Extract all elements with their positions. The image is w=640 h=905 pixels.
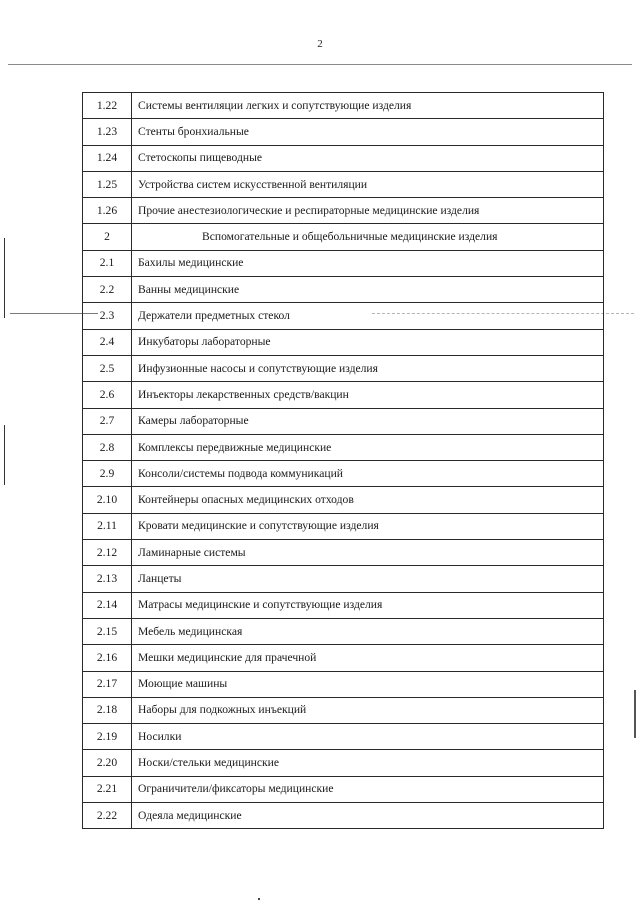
item-name: Ограничители/фиксаторы медицинские	[132, 776, 604, 802]
item-name: Держатели предметных стекол	[132, 303, 604, 329]
scan-margin-mark	[4, 238, 5, 318]
row-number: 2.6	[83, 382, 132, 408]
item-name: Камеры лабораторные	[132, 408, 604, 434]
table-row	[83, 513, 604, 539]
item-name: Стенты бронхиальные	[132, 119, 604, 145]
scan-dot	[258, 898, 260, 900]
row-number: 1.25	[83, 171, 132, 197]
table-row	[83, 434, 604, 460]
table-row	[83, 803, 604, 829]
row-number: 2.15	[83, 618, 132, 644]
page-number: 2	[317, 38, 323, 50]
item-name: Бахилы медицинские	[132, 250, 604, 276]
scan-margin-mark	[634, 690, 636, 738]
row-number: 1.26	[83, 198, 132, 224]
row-number: 2.18	[83, 697, 132, 723]
items-table	[82, 92, 604, 829]
row-number: 2.4	[83, 329, 132, 355]
table-row	[83, 382, 604, 408]
row-number: 2.13	[83, 566, 132, 592]
table-row	[83, 461, 604, 487]
row-number: 2.5	[83, 355, 132, 381]
table-row	[83, 671, 604, 697]
item-name: Устройства систем искусственной вентиляции	[132, 171, 604, 197]
item-name: Контейнеры опасных медицинских отходов	[132, 487, 604, 513]
row-number: 2.16	[83, 645, 132, 671]
row-number: 2.19	[83, 724, 132, 750]
row-number: 2.7	[83, 408, 132, 434]
table-row	[83, 93, 604, 119]
item-name: Носки/стельки медицинские	[132, 750, 604, 776]
table-row	[83, 724, 604, 750]
item-name: Стетоскопы пищеводные	[132, 145, 604, 171]
row-number: 2.9	[83, 461, 132, 487]
table-row	[83, 355, 604, 381]
item-name: Мешки медицинские для прачечной	[132, 645, 604, 671]
table-row	[83, 329, 604, 355]
item-name: Наборы для подкожных инъекций	[132, 697, 604, 723]
item-name: Мебель медицинская	[132, 618, 604, 644]
row-number: 2.17	[83, 671, 132, 697]
row-number: 2.8	[83, 434, 132, 460]
item-name: Кровати медицинские и сопутствующие изделия	[132, 513, 604, 539]
row-number: 2.1	[83, 250, 132, 276]
table-row	[83, 487, 604, 513]
item-name: Инъекторы лекарственных средств/вакцин	[132, 382, 604, 408]
item-name: Ванны медицинские	[132, 277, 604, 303]
item-name: Матрасы медицинские и сопутствующие изделия	[132, 592, 604, 618]
section-title: Вспомогательные и общебольничные медицинские изделия	[132, 224, 604, 250]
table-row	[83, 303, 604, 329]
table-row	[83, 776, 604, 802]
row-number: 2.2	[83, 277, 132, 303]
table-row	[83, 697, 604, 723]
table-row	[83, 119, 604, 145]
scan-margin-mark	[4, 425, 5, 485]
table-row	[83, 540, 604, 566]
row-number: 2.3	[83, 303, 132, 329]
row-number: 2.20	[83, 750, 132, 776]
table-row	[83, 566, 604, 592]
table-row	[83, 645, 604, 671]
row-number: 2	[83, 224, 132, 250]
table-row	[83, 250, 604, 276]
header-divider	[8, 64, 632, 65]
row-number: 1.24	[83, 145, 132, 171]
row-number: 2.10	[83, 487, 132, 513]
table-row	[83, 198, 604, 224]
row-number: 2.21	[83, 776, 132, 802]
table-row	[83, 277, 604, 303]
section-row	[83, 224, 604, 250]
table-row	[83, 750, 604, 776]
item-name: Носилки	[132, 724, 604, 750]
item-name: Инфузионные насосы и сопутствующие изделия	[132, 355, 604, 381]
item-name: Системы вентиляции легких и сопутствующие изделия	[132, 93, 604, 119]
item-name: Консоли/системы подвода коммуникаций	[132, 461, 604, 487]
row-number: 2.14	[83, 592, 132, 618]
row-number: 1.22	[83, 93, 132, 119]
table-row	[83, 171, 604, 197]
items-table-body	[83, 93, 604, 829]
table-row	[83, 408, 604, 434]
item-name: Одеяла медицинские	[132, 803, 604, 829]
item-name: Прочие анестезиологические и респираторные медицинские изделия	[132, 198, 604, 224]
item-name: Инкубаторы лабораторные	[132, 329, 604, 355]
item-name: Комплексы передвижные медицинские	[132, 434, 604, 460]
table-row	[83, 145, 604, 171]
item-name: Ланцеты	[132, 566, 604, 592]
row-number: 1.23	[83, 119, 132, 145]
item-name: Ламинарные системы	[132, 540, 604, 566]
row-number: 2.11	[83, 513, 132, 539]
item-name: Моющие машины	[132, 671, 604, 697]
table-row	[83, 618, 604, 644]
row-number: 2.12	[83, 540, 132, 566]
row-number: 2.22	[83, 803, 132, 829]
table-row	[83, 592, 604, 618]
